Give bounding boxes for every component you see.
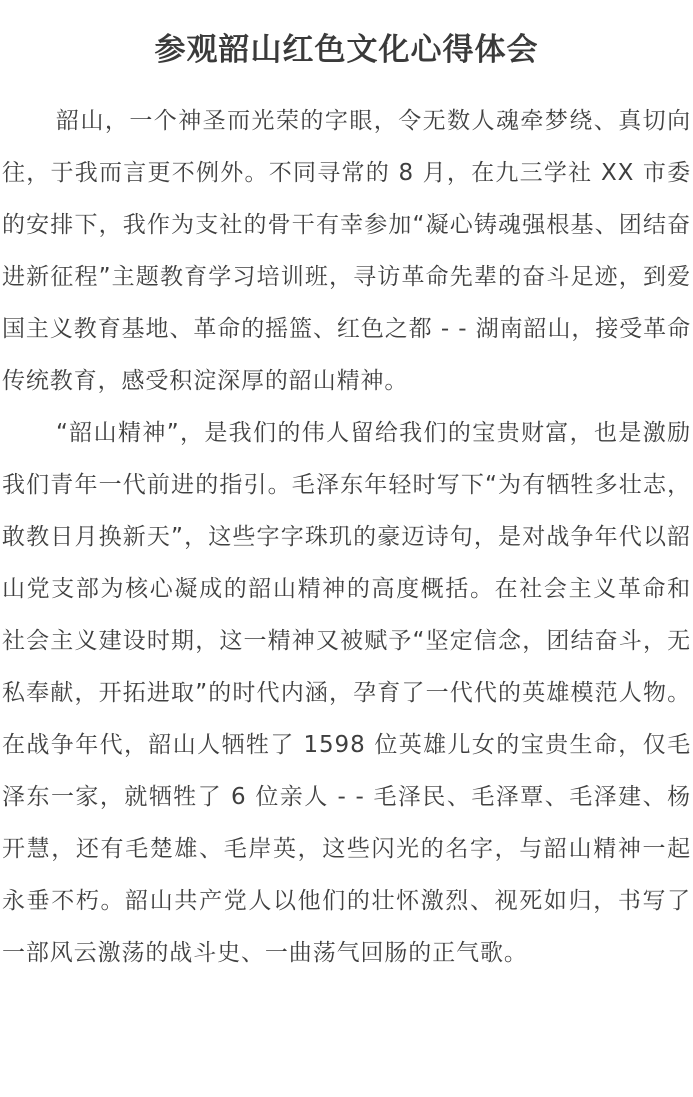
paragraph-2: “韶山精神”，是我们的伟人留给我们的宝贵财富，也是激励我们青年一代前进的指引。毛泽东年轻时写下“为有牺牲多壮志，敢教日月换新天”，这些字字珠玑的豪迈诗句，是对战争年代以韶山党支部为核心凝成的韶山精神的高度概括。在社会主义革命和社会主义建设时期，这一精神又被赋予“坚定信念，团结奋斗，无私奉献，开拓进取”的时代内涵，孕育了一代代的英雄模范人物。在战争年代，韶山人牺牲了 1598 位英雄儿女的宝贵生命，仅毛泽东一家，就牺牲了 6 位亲人 - - 毛泽民、毛泽覃、毛泽建、杨开慧，还有毛楚雄、毛岸英，这些闪光的名字，与韶山精神一起永垂不朽。韶山共产党人以他们的壮怀激烈、视死如归，书写了一部风云激荡的战斗史、一曲荡气回肠的正气歌。 — [2, 420, 691, 966]
document-title: 参观韶山红色文化心得体会 — [154, 32, 539, 68]
paragraph-1: 韶山，一个神圣而光荣的字眼，令无数人魂牵梦绕、真切向往，于我而言更不例外。不同寻常的 8 月，在九三学社 XX 市委的安排下，我作为支社的骨干有幸参加“凝心铸魂强根基、团结奋进新征程”主题教育学习培训班，寻访革命先辈的奋斗足迹，到爱国主义教育基地、革命的摇篮、红色之都 - - 湖南韶山，接受革命传统教育，感受积淀深厚的韶山精神。 — [2, 108, 691, 394]
